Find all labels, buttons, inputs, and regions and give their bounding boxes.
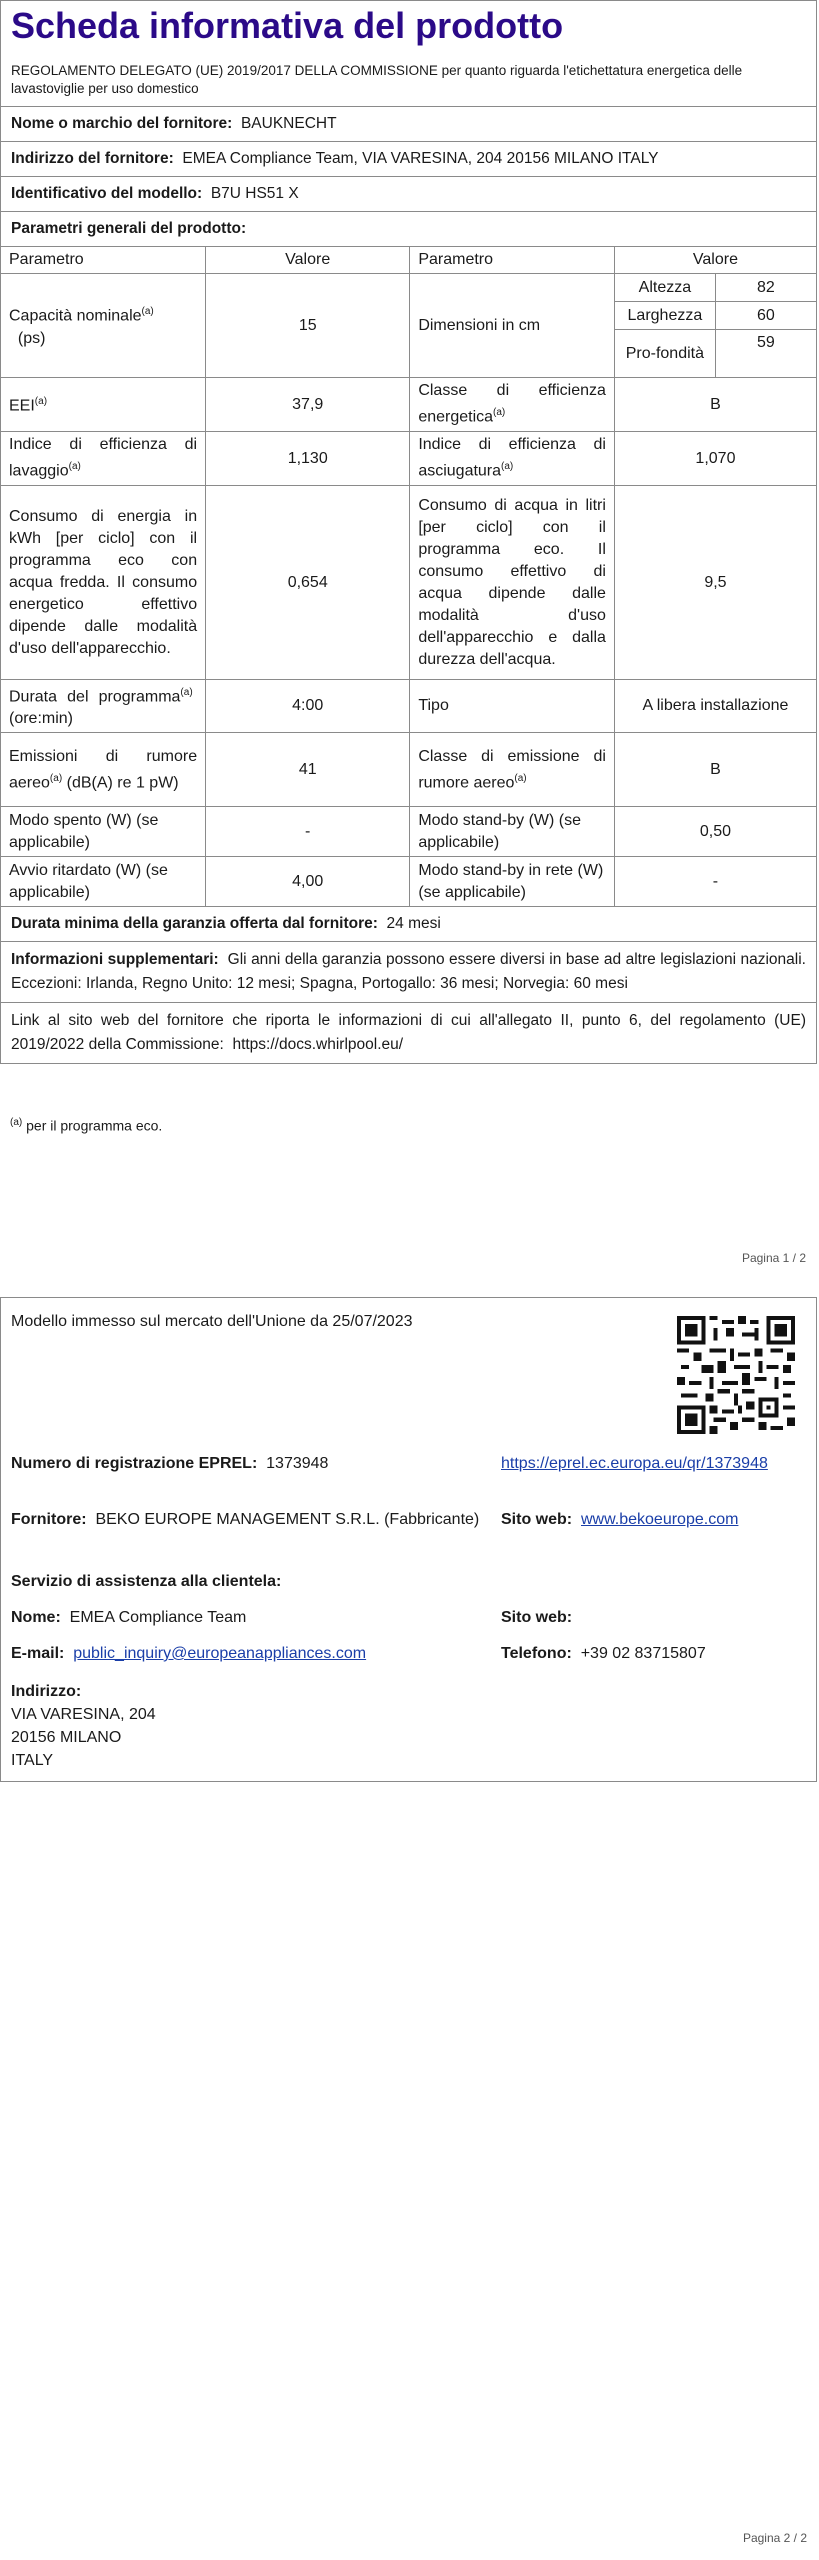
website-link[interactable]: www.bekoeurope.com <box>581 1511 739 1528</box>
delay-start-value: 4,00 <box>206 857 410 907</box>
table-row <box>1 274 816 302</box>
dry-index-value: 1,070 <box>614 432 816 486</box>
page-1-number: Pagina 1 / 2 <box>741 1251 806 1265</box>
header-param-2: Parametro <box>410 247 615 274</box>
email-row <box>11 1642 366 1665</box>
general-params-row <box>1 212 816 247</box>
model-value: B7U HS51 X <box>210 185 299 202</box>
extra-info-label: Informazioni supplementari: <box>11 951 219 969</box>
warranty-value: 24 mesi <box>386 915 441 933</box>
eprel-row <box>11 1452 328 1475</box>
water-consumption-label: Consumo di acqua in litri [per ciclo] con il programma eco. Il consumo effettivo di acqua dipende dalle modalità d'uso dell'apparecchio e dalla durezza dell'acqua. <box>410 486 615 680</box>
eprel-value: 1373948 <box>266 1455 329 1472</box>
address-line-3: ITALY <box>11 1752 54 1769</box>
website2-row <box>501 1606 572 1629</box>
capacity-value: 15 <box>206 274 410 378</box>
type-label: Tipo <box>410 680 615 733</box>
width-value: 60 <box>715 302 816 330</box>
regulation-subtitle: REGOLAMENTO DELEGATO (UE) 2019/2017 DELLA COMMISSIONE per quanto riguarda l'etichettatura energetica delle lavastoviglie per uso domestico <box>1 48 816 107</box>
depth-label: Pro-fondità <box>614 330 715 378</box>
phone-row <box>501 1642 706 1665</box>
contact-name-value: EMEA Compliance Team <box>69 1609 247 1626</box>
delay-start-label: Avvio ritardato (W) (se applicabile) <box>1 857 206 907</box>
energy-class-value: B <box>614 378 816 432</box>
duration-label: Durata del programma$^{(a)}$ (ore:min) <box>1 680 206 733</box>
supplier-link[interactable]: https://docs.whirlpool.eu/ <box>232 1036 404 1054</box>
type-value: A libera installazione <box>614 680 816 733</box>
general-params-label: Parametri generali del prodotto: <box>11 220 247 237</box>
header-param-1: Parametro <box>1 247 206 274</box>
address-block <box>11 1680 156 1772</box>
website-label: Sito web: <box>501 1511 573 1528</box>
email-link[interactable]: public_inquiry@europeanappliances.com <box>73 1645 367 1662</box>
table-row <box>1 486 816 680</box>
warranty-label: Durata minima della garanzia offerta dal fornitore: <box>11 915 378 933</box>
manufacturer-row <box>11 1508 496 1531</box>
header-value-2: Valore <box>614 247 816 274</box>
extra-info <box>1 942 816 1003</box>
address-label: Indirizzo del fornitore: <box>11 150 174 167</box>
eprel-label: Numero di registrazione EPREL: <box>11 1455 258 1472</box>
supplier-value: BAUKNECHT <box>240 115 337 132</box>
table-row <box>1 807 816 857</box>
customer-service-label: Servizio di assistenza alla clientela: <box>11 1573 282 1590</box>
energy-consumption-value: 0,654 <box>206 486 410 680</box>
net-standby-value: - <box>614 857 816 907</box>
contact-name-label: Nome: <box>11 1609 61 1626</box>
footnote-sup: (a) <box>10 1117 23 1128</box>
page-2-frame <box>0 1297 817 1782</box>
email-label: E-mail: <box>11 1645 65 1662</box>
capacity-label: Capacità nominale$^{(a)}$ (ps) <box>1 274 206 378</box>
manufacturer-label: Fornitore: <box>11 1511 87 1528</box>
noise-value: 41 <box>206 733 410 807</box>
off-mode-label: Modo spento (W) (se applicabile) <box>1 807 206 857</box>
address-block-label: Indirizzo: <box>11 1683 82 1700</box>
noise-class-value: B <box>614 733 816 807</box>
depth-value: 59 <box>715 330 816 378</box>
website-row <box>501 1508 738 1531</box>
extra-info-value: Gli anni della garanzia possono essere diversi in base ad altre legislazioni nazionali. Eccezioni: Irlanda, Regno Unito: 12 mesi; Spagna, Portogallo: 36 mesi; Norvegia: 60 mesi <box>11 951 806 993</box>
model-row <box>1 177 816 212</box>
noise-label: Emissioni di rumore aereo$^{(a)}$ (dB(A) re 1 pW) <box>1 733 206 807</box>
eprel-link[interactable] <box>501 1452 786 1475</box>
link-text: Link al sito web del fornitore che riporta le informazioni di cui all'allegato II, punto 6, del regolamento (UE) 2019/2022 della Commissione: <box>11 1012 806 1054</box>
table-row <box>1 680 816 733</box>
model-label: Identificativo del modello: <box>11 185 203 202</box>
supplier-link-info <box>1 1003 816 1063</box>
placed-on-market: Modello immesso sul mercato dell'Unione da 25/07/2023 <box>11 1313 413 1330</box>
website2-label: Sito web: <box>501 1609 573 1626</box>
product-sheet-frame <box>0 0 817 1064</box>
eei-label: EEI$^{(a)}$ <box>1 378 206 432</box>
header-value-1: Valore <box>206 247 410 274</box>
wash-index-value: 1,130 <box>206 432 410 486</box>
address-line-1: VIA VARESINA, 204 <box>11 1706 156 1723</box>
supplier-row <box>1 107 816 142</box>
warranty-row <box>1 907 816 942</box>
width-label: Larghezza <box>614 302 715 330</box>
dry-index-label: Indice di efficienza di asciugatura$^{(a)}$ <box>410 432 615 486</box>
height-label: Altezza <box>614 274 715 302</box>
footnote <box>10 1117 162 1134</box>
table-row <box>1 432 816 486</box>
phone-label: Telefono: <box>501 1645 572 1662</box>
off-mode-value: - <box>206 807 410 857</box>
duration-value: 4:00 <box>206 680 410 733</box>
energy-class-label: Classe di efficienza energetica$^{(a)}$ <box>410 378 615 432</box>
eprel-url[interactable]: https://eprel.ec.europa.eu/qr/1373948 <box>501 1455 768 1472</box>
table-row <box>1 857 816 907</box>
standby-value: 0,50 <box>614 807 816 857</box>
noise-class-label: Classe di emissione di rumore aereo$^{(a)}$ <box>410 733 615 807</box>
address-row <box>1 142 816 177</box>
address-value: EMEA Compliance Team, VIA VARESINA, 204 20156 MILANO ITALY <box>182 150 659 167</box>
height-value: 82 <box>715 274 816 302</box>
page-2-number: Pagina 2 / 2 <box>742 2531 807 2545</box>
table-row <box>1 378 816 432</box>
standby-label: Modo stand-by (W) (se applicabile) <box>410 807 615 857</box>
table-row <box>1 733 816 807</box>
wash-index-label: Indice di efficienza di lavaggio$^{(a)}$ <box>1 432 206 486</box>
footnote-text: per il programma eco. <box>26 1117 163 1134</box>
supplier-label: Nome o marchio del fornitore: <box>11 115 233 132</box>
phone-value: +39 02 83715807 <box>580 1645 706 1662</box>
energy-consumption-label: Consumo di energia in kWh [per ciclo] con il programma eco con acqua fredda. Il consumo energetico effettivo dipende dalle modalità d'uso dell'apparecchio. <box>1 486 206 680</box>
table-header-row <box>1 247 816 274</box>
qr-code-icon[interactable] <box>677 1316 795 1434</box>
parameters-table <box>1 247 816 907</box>
page-title: Scheda informativa del prodotto <box>11 5 564 46</box>
water-consumption-value: 9,5 <box>614 486 816 680</box>
manufacturer-value: BEKO EUROPE MANAGEMENT S.R.L. (Fabbricante) <box>95 1511 480 1528</box>
address-line-2: 20156 MILANO <box>11 1729 122 1746</box>
net-standby-label: Modo stand-by in rete (W) (se applicabile) <box>410 857 615 907</box>
eei-value: 37,9 <box>206 378 410 432</box>
contact-name-row <box>11 1606 246 1629</box>
dimensions-label: Dimensioni in cm <box>410 274 615 378</box>
